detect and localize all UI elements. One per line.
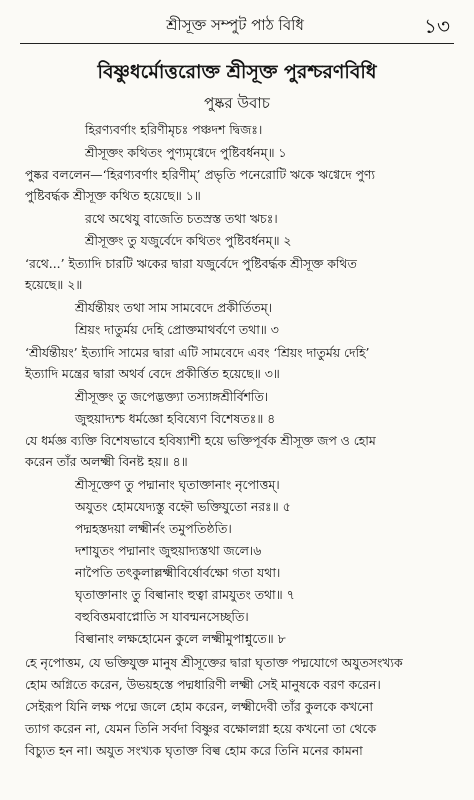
translation-line: ‘শ্রীর্যন্তীয়ং’ ইত্যাদি সামের দ্বারা এটি সামবেদে এবং ‘শ্রিয়ং দাতুর্ময় দেহি’: [25, 345, 370, 360]
verse-line: হিরণ্যবর্ণাং হরিণীমৃচঃ পঞ্চদশ দ্বিজঃ।: [85, 122, 263, 137]
translation-line: ইত্যাদি মন্ত্রের দ্বারা অথর্ব বেদে প্রকীর্ত্তিত হয়েছে॥ ৩॥: [25, 366, 280, 381]
translation-line: বিচ্যুত হন না। অযুত সংখ্যক ঘৃতাক্ত বিল্ব হোম করে তিনি মনের কামনা: [25, 743, 363, 758]
running-title: শ্রীসূক্ত সম্পুট পাঠ বিধি: [166, 16, 304, 34]
verse-line: রথে অথেযু বাজেতি চতস্রস্ত তথা ঋচঃ।: [85, 211, 278, 226]
verse-line: ঘৃতাক্তানাং তু বিল্বানাং হুত্বা রামযুতং তথা॥ ৭: [75, 587, 295, 602]
header-rule: [20, 43, 454, 44]
section-heading: পুষ্কর উবাচ: [204, 94, 270, 112]
verse-line: পদ্মহস্তদয়া লক্ষ্মীর্নং তমুপতিষ্ঠতি।: [75, 521, 232, 536]
translation-line: পুষ্টিবর্দ্ধক শ্রীসূক্ত কথিত হয়েছে॥ ১॥: [25, 188, 201, 203]
translation-line: যে ধর্মজ্ঞ ব্যক্তি বিশেষভাবে হবিষ্যাশী হয়ে ভক্তিপূর্বক শ্রীসূক্ত জপ ও হোম: [25, 433, 376, 448]
verse-line: বিল্বানাং লক্ষহোমেন কুলে লক্ষ্মীমুপাশ্নুতে॥ ৮: [75, 631, 286, 646]
translation-line: হয়েছে॥ ২॥: [25, 277, 83, 292]
verse-line: শ্রীসূক্তং তু যজুর্বেদে কথিতং পুষ্টিবর্ধনম্‌॥ ২: [85, 233, 292, 248]
translation-line: ত্যাগ করেন না, যেমন তিনি সর্বদা বিষ্ণুর বক্ষোলগ্না হয়ে কখনো তা থেকে: [25, 721, 377, 736]
verse-line: বহুবিত্তমবাপ্নোতি স যাবন্মনসেচ্ছতি।: [75, 609, 249, 624]
translation-line: হোম অগ্নিতে করেন, উভয়হস্তে পদ্মধারিণী লক্ষ্মী সেই মানুষকে বরণ করেন।: [25, 677, 381, 692]
translation-line: পুষ্কর বললেন—‘হিরণ্যবর্ণাং হরিণীম্‌’ প্রভৃতি পনেরোটি ঋকে ঋগ্বেদে পুণ্য: [25, 167, 376, 182]
verse-line: দশাযুতং পদ্মানাং জুহুয়াদ্যস্তথা জলে।৬: [75, 543, 262, 558]
verse-line: শ্রিয়ং দাতুর্ময় দেহি প্রোক্তমাথর্বণে তথা॥ ৩: [75, 322, 279, 337]
translation-line: হে নৃপোত্তম, যে ভক্তিযুক্ত মানুষ শ্রীসূক্তের দ্বারা ঘৃতাক্ত পদ্মযোগে অযুতসংখ্যক: [25, 655, 403, 670]
verse-line: শ্রীসূক্তেণ তু পদ্মানাং ঘৃতাক্তানাং নৃপোত্তম্‌।: [75, 477, 280, 492]
translation-line: ‘রথে...’ ইত্যাদি চারটি ঋকের দ্বারা যজুর্বেদে পুষ্টিবর্দ্ধক শ্রীসূক্ত কথিত: [25, 256, 357, 271]
translation-line: করেন তাঁর অলক্ষ্মী বিনষ্ট হয়॥ ৪॥: [25, 454, 188, 469]
verse-line: নাপৈতি তৎকুলাল্লক্ষ্মীবির্ষোর্বক্ষো গতা যথা।: [75, 565, 281, 580]
verse-line: শ্রীসূক্তং তু জপেদ্ভক্ত্যা তস্যাঙ্গশ্রীর্বিশতি।: [75, 389, 269, 404]
chapter-title: বিষ্ণুধর্মোত্তরোক্ত শ্রীসূক্ত পুরশ্চরণবিধি: [97, 61, 377, 83]
verse-line: শ্রীসূক্তং কথিতং পুণ্যমৃগ্বেদে পুষ্টিবর্ধনম্‌॥ ১: [85, 145, 287, 160]
verse-line: অযুতং হোমযেদ্যস্তু বহ্নৌ ভক্তিযুতো নরঃ॥ ৫: [75, 499, 291, 514]
verse-line: শ্রীর্যন্তীয়ং তথা সাম সামবেদে প্রকীর্তিতম্‌।: [75, 300, 273, 315]
translation-line: সেইরূপ যিনি লক্ষ পদ্মে জলে হোম করেন, লক্ষ্মীদেবী তাঁর কুলকে কখনো: [25, 699, 373, 714]
running-header: [20, 12, 450, 42]
verse-line: জুহুয়াদ্যশ্চ ধর্মজ্ঞো হবিষ্যেণ বিশেষতঃ॥ ৪: [75, 411, 276, 426]
page-number: ১৩: [424, 14, 450, 38]
